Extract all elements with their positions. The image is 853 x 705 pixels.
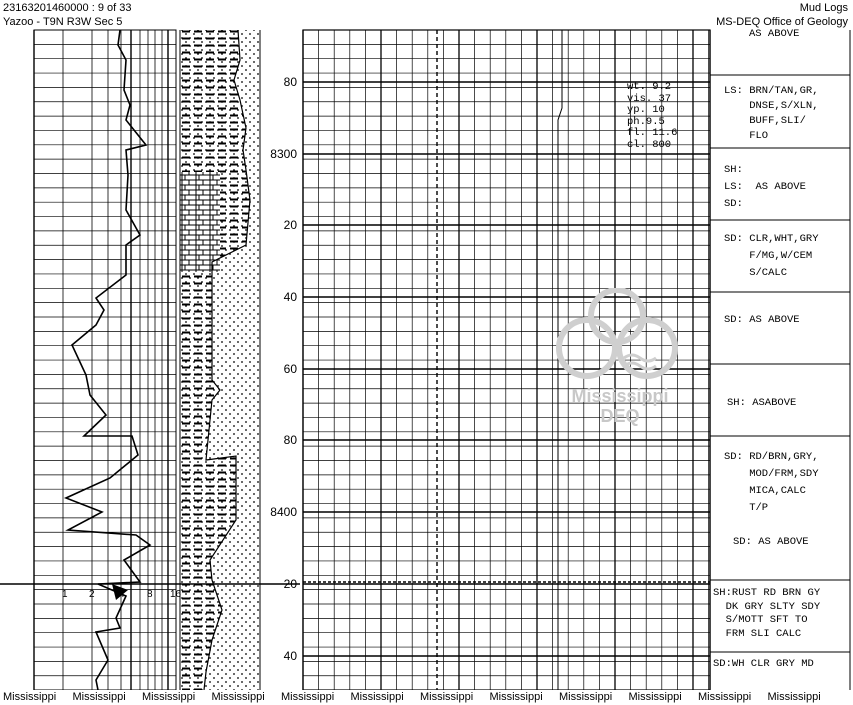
mud-property: wt. 9.2 xyxy=(627,81,672,93)
description-sh-ls-sd: SH: LS: AS ABOVE SD: xyxy=(724,164,806,210)
footer-word: Mississippi xyxy=(281,691,335,703)
mud-property: ph.9.5 xyxy=(627,115,665,128)
footer-word: Mississippi xyxy=(767,691,821,703)
description-as-above-top: AS ABOVE xyxy=(749,28,800,40)
mud-property: fl. 11.6 xyxy=(627,127,678,139)
description-limestone: LS: BRN/TAN,GR, DNSE,S/XLN, BUFF,SLI/ FLO xyxy=(724,85,819,142)
well-id: 23163201460000 : 9 of 33 xyxy=(3,2,132,14)
depth-label: 60 xyxy=(283,362,297,376)
depth-label: 8300 xyxy=(270,147,297,161)
watermark-line2: DEQ xyxy=(600,406,640,426)
footer-word: Mississippi xyxy=(628,691,682,703)
description-sand-rd-brn: SD: RD/BRN,GRY, MOD/FRM,SDY MICA,CALC T/P xyxy=(724,451,819,514)
footer-word: Mississippi xyxy=(489,691,543,703)
footer-word: Mississippi xyxy=(72,691,126,703)
scale-label: 4 xyxy=(119,589,125,600)
doc-type: Mud Logs xyxy=(799,2,848,14)
description-sand-as-above: SD: AS ABOVE xyxy=(724,314,800,326)
footer-word: Mississippi xyxy=(350,691,404,703)
footer-watermark-strip xyxy=(0,690,853,705)
description-sand-wh: SD:WH CLR GRY MD xyxy=(713,658,814,670)
mud-property: vis. 37 xyxy=(627,92,672,105)
footer-word: Mississippi xyxy=(698,691,752,703)
watermark-line1: Mississippi xyxy=(571,386,669,406)
mud-properties xyxy=(627,82,677,151)
agency-label: MS-DEQ Office of Geology xyxy=(716,16,848,28)
footer-word: Mississippi xyxy=(420,691,474,703)
lithology-column xyxy=(180,30,260,690)
depth-label: 80 xyxy=(283,75,297,89)
scale-label: 8 xyxy=(147,589,153,600)
footer-word: Mississippi xyxy=(142,691,196,703)
depth-label: 20 xyxy=(283,577,297,591)
mud-property: cl. 800 xyxy=(627,138,672,151)
footer-word: Mississippi xyxy=(559,691,613,703)
description-shale-rust: SH:RUST RD BRN GY DK GRY SLTY SDY S/MOTT SFT TO FRM SLI CALC xyxy=(713,587,821,640)
scale-label: 1 xyxy=(62,589,68,600)
location-label: Yazoo - T9N R3W Sec 5 xyxy=(3,16,123,28)
depth-label: 8400 xyxy=(270,505,297,519)
description-shale-as-above: SH: ASABOVE xyxy=(727,397,797,409)
footer-word: Mississippi xyxy=(3,691,57,703)
depth-label: 40 xyxy=(283,649,297,663)
scale-label: 2 xyxy=(89,589,95,600)
footer-word: Mississippi xyxy=(211,691,265,703)
scale-label: 16 xyxy=(170,589,182,600)
depth-label: 80 xyxy=(283,433,297,447)
description-sand-clr: SD: CLR,WHT,GRY F/MG,W/CEM S/CALC xyxy=(724,233,819,279)
mississippi-deq-logo xyxy=(552,288,682,383)
depth-label: 40 xyxy=(283,290,297,304)
depth-label: 20 xyxy=(283,218,297,232)
description-sand-as-above-2: SD: AS ABOVE xyxy=(733,536,809,548)
mud-property: yp. 10 xyxy=(627,104,665,116)
